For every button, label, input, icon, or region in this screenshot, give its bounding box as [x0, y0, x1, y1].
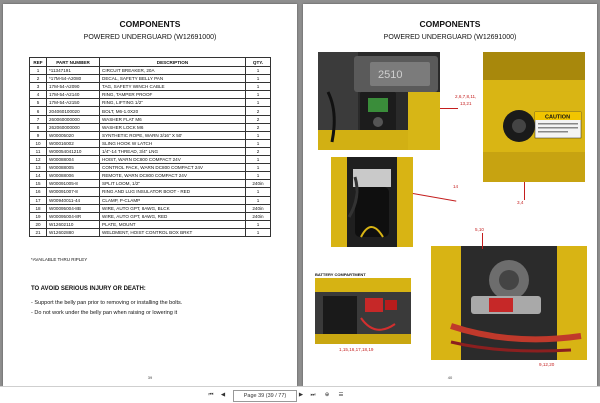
cell-qty: 240in	[246, 212, 271, 220]
table-row	[30, 172, 271, 180]
table-row	[30, 156, 271, 164]
first-page-icon[interactable]: ⏮	[208, 391, 214, 398]
cell-part-number: W12602110	[47, 220, 100, 228]
cell-part-number: W00095004-8R	[47, 212, 100, 220]
hoist-illustration	[318, 52, 440, 150]
table-row	[30, 67, 271, 75]
page-number: 39	[147, 375, 153, 380]
prev-page-icon[interactable]: ◀	[220, 392, 226, 398]
last-page-icon[interactable]: ⏭	[310, 391, 316, 398]
cell-qty: 240in	[246, 180, 271, 188]
table-row	[30, 107, 271, 115]
table-row	[30, 147, 271, 155]
cell-qty: 1	[246, 75, 271, 83]
cell-qty: 1	[246, 188, 271, 196]
cell-description: REMOTE, WARN DC800 COMPACT 24V	[100, 172, 246, 180]
cell-part-number: W00091007-8	[47, 188, 100, 196]
cell-qty: 1	[246, 67, 271, 75]
table-row	[30, 204, 271, 212]
page-number: 40	[447, 375, 453, 380]
page-subtitle: POWERED UNDERGUARD (W12691000)	[383, 34, 517, 41]
cell-description: SPLIT LOOM, 1/2"	[100, 180, 246, 188]
callout-label-a-cont: 13,21	[460, 101, 472, 106]
page-number-field[interactable]: Page 39 (39 / 77)	[233, 390, 297, 402]
photo-caution-decal	[483, 52, 585, 182]
page-title: COMPONENTS	[419, 19, 481, 29]
viewer-toolbar	[0, 386, 600, 403]
cell-ref: 12	[30, 156, 47, 164]
hoist-text: 2510	[378, 69, 403, 81]
cell-part-number: W00088006	[47, 172, 100, 180]
cell-ref: 17	[30, 196, 47, 204]
header-ref: REF	[30, 58, 47, 67]
cell-ref: 20	[30, 220, 47, 228]
cell-qty: 1	[246, 139, 271, 147]
cell-part-number: W00095004-8B	[47, 204, 100, 212]
cell-part-number: *11347191	[47, 67, 100, 75]
table-row	[30, 83, 271, 91]
cell-description: SLING HOOK W LATCH	[100, 139, 246, 147]
cell-description: CLAMP, P-CLAMP	[100, 196, 246, 204]
photo-remote	[331, 157, 413, 247]
photo-battery-compartment	[315, 278, 411, 344]
cell-qty: 1	[246, 156, 271, 164]
callout-line-a	[440, 108, 458, 109]
caution-text: CAUTION	[545, 114, 571, 121]
cell-description: CONTROL PACK, WARN DC800 COMPACT 24V	[100, 164, 246, 172]
page-title: COMPONENTS	[119, 19, 181, 29]
page-subtitle: POWERED UNDERGUARD (W12691000)	[83, 34, 217, 41]
callout-label-f: 9,12,20	[539, 362, 555, 367]
cell-ref: 14	[30, 172, 47, 180]
right-page	[303, 4, 597, 386]
table-row	[30, 91, 271, 99]
cell-description: 1/4"-14 THREAD, 3/4" LNG	[100, 147, 246, 155]
battery-illustration	[315, 278, 411, 344]
cell-description: WASHER FLAT M6	[100, 115, 246, 123]
cell-ref: 13	[30, 164, 47, 172]
cell-part-number: W00091005-8	[47, 180, 100, 188]
cell-qty: 2	[246, 115, 271, 123]
table-row	[30, 188, 271, 196]
cell-qty: 1	[246, 99, 271, 107]
cell-description: PLATE, MOUNT	[100, 220, 246, 228]
cell-qty: 1	[246, 131, 271, 139]
callout-line-d	[482, 233, 483, 249]
cell-description: DECAL, SAFETY BELLY PAN	[100, 75, 246, 83]
header-description: DESCRIPTION	[100, 58, 246, 67]
cell-part-number: 204060100020	[47, 107, 100, 115]
callout-line-b	[413, 193, 456, 201]
table-row	[30, 228, 271, 236]
cell-qty: 240in	[246, 204, 271, 212]
cell-qty: 1	[246, 196, 271, 204]
parts-table	[29, 57, 271, 237]
cell-qty: 2	[246, 123, 271, 131]
cell-ref: 18	[30, 204, 47, 212]
cell-ref: 7	[30, 115, 47, 123]
callout-label-b: 14	[453, 184, 459, 189]
cell-qty: 2	[246, 107, 271, 115]
table-row	[30, 75, 271, 83]
cell-description: WIRE, AUTO GPT, 8AWG, RED	[100, 212, 246, 220]
cell-part-number: W00005020	[47, 131, 100, 139]
cell-qty: 1	[246, 228, 271, 236]
cell-qty: 1	[246, 91, 271, 99]
cell-part-number: 17M-54-A2150	[47, 99, 100, 107]
menu-icon[interactable]: ☰	[338, 392, 344, 398]
cell-part-number: W00088005	[47, 164, 100, 172]
cell-qty: 1	[246, 164, 271, 172]
left-page	[3, 4, 297, 386]
table-row	[30, 123, 271, 131]
photo-hoist	[318, 52, 440, 150]
cell-description: SYNTHETIC ROPE, WARN 3/16" X 50'	[100, 131, 246, 139]
cell-ref: 1	[30, 67, 47, 75]
caution-illustration	[483, 52, 585, 182]
cell-ref: 4	[30, 91, 47, 99]
cell-part-number: W00054041210	[47, 147, 100, 155]
cell-qty: 2	[246, 147, 271, 155]
callout-label-e: 1,15,16,17,18,19	[339, 347, 374, 352]
table-row	[30, 212, 271, 220]
cell-description: TAG, SAFETY WINCH CABLE	[100, 83, 246, 91]
next-page-icon[interactable]: ▶	[298, 392, 304, 398]
cell-description: BOLT, M6-1.0X20	[100, 107, 246, 115]
table-row	[30, 164, 271, 172]
cell-ref: 3	[30, 83, 47, 91]
table-header-row	[30, 58, 271, 67]
cell-part-number: 17M-54-A2140	[47, 91, 100, 99]
cell-part-number: 262060000000	[47, 123, 100, 131]
cell-part-number: W00088004	[47, 156, 100, 164]
parts-table-body	[30, 67, 271, 237]
cell-description: WASHER LOCK M6	[100, 123, 246, 131]
cell-ref: 10	[30, 139, 47, 147]
table-row	[30, 220, 271, 228]
cell-ref: 8	[30, 123, 47, 131]
cell-ref: 19	[30, 212, 47, 220]
cell-description: WIRE, AUTO GPT, 8AWG, BLCK	[100, 204, 246, 212]
callout-label-c: 3,4	[517, 200, 524, 205]
cell-ref: 5	[30, 99, 47, 107]
cell-ref: 2	[30, 75, 47, 83]
cell-description: RING, TAMPER PROOF	[100, 91, 246, 99]
cell-description: CIRCUIT BREAKER, 20A	[100, 67, 246, 75]
remote-illustration	[331, 157, 413, 247]
table-row	[30, 115, 271, 123]
cell-ref: 6	[30, 107, 47, 115]
cell-qty: 1	[246, 83, 271, 91]
cell-qty: 1	[246, 220, 271, 228]
cell-part-number: *17M-54-A2080	[47, 75, 100, 83]
cell-part-number: 17M-54-A2090	[47, 83, 100, 91]
cell-part-number: W12602880	[47, 228, 100, 236]
cell-part-number: W00016002	[47, 139, 100, 147]
table-row	[30, 180, 271, 188]
zoom-icon[interactable]: ⊕	[324, 392, 330, 398]
cell-description: RING, LIFTING 1/2"	[100, 99, 246, 107]
cell-description: RING AND LUG INSULATOR BOOT - RED	[100, 188, 246, 196]
callout-label-a: 2,6,7,8,11,	[455, 94, 477, 99]
warning-line-2: - Do not work under the belly pan when raising or lowering it	[31, 310, 178, 316]
footnote: *AVAILABLE THRU RIPLEY	[31, 257, 88, 262]
cell-description: WELDMENT, HOIST CONTROL BOX BRKT	[100, 228, 246, 236]
winch-illustration	[431, 246, 587, 360]
table-row	[30, 196, 271, 204]
table-row	[30, 131, 271, 139]
cell-description: HOIST, WARN DC800 COMPACT 24V	[100, 156, 246, 164]
header-part-number: PART NUMBER	[47, 58, 100, 67]
cell-qty: 1	[246, 172, 271, 180]
cell-ref: 15	[30, 180, 47, 188]
warning-heading: TO AVOID SERIOUS INJURY OR DEATH:	[31, 286, 146, 292]
cell-ref: 16	[30, 188, 47, 196]
callout-line-c	[524, 182, 525, 200]
cell-part-number: 260060000000	[47, 115, 100, 123]
photo-winch-area	[431, 246, 587, 360]
cell-ref: 9	[30, 131, 47, 139]
cell-ref: 11	[30, 147, 47, 155]
table-row	[30, 139, 271, 147]
cell-ref: 21	[30, 228, 47, 236]
callout-label-d: 5,10	[475, 227, 484, 232]
cell-part-number: W00940011-44	[47, 196, 100, 204]
warning-line-1: - Support the belly pan prior to removing or installing the bolts.	[31, 300, 183, 306]
table-row	[30, 99, 271, 107]
battery-compartment-label: BATTERY COMPARTMENT	[315, 272, 366, 277]
header-qty: QTY.	[246, 58, 271, 67]
